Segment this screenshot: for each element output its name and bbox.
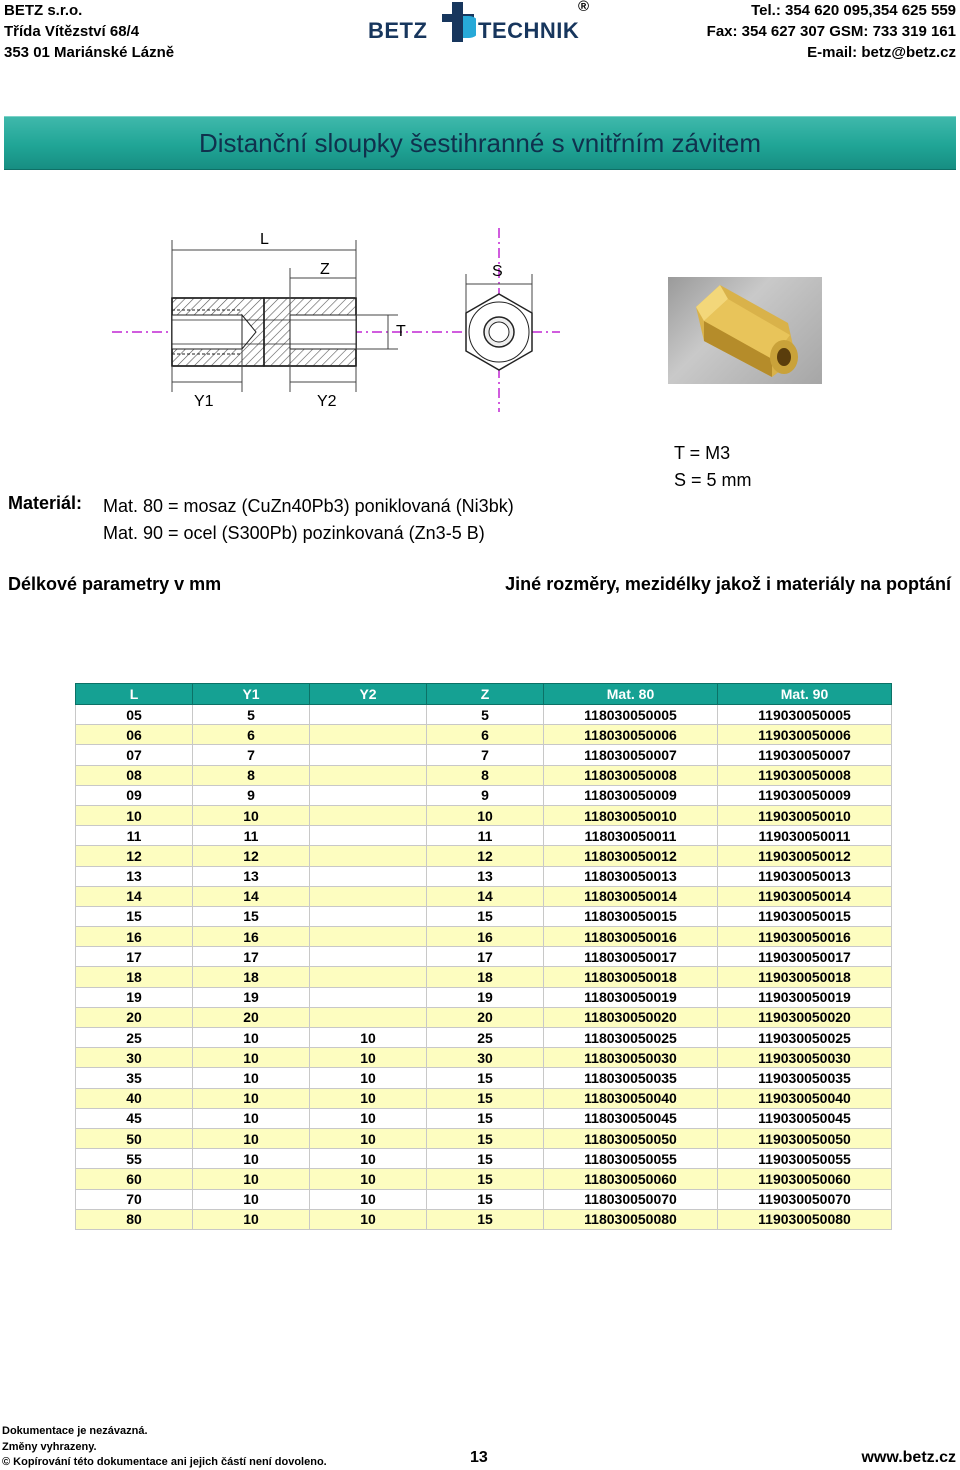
table-row xyxy=(76,785,892,805)
table-cell: 16 xyxy=(193,927,310,947)
table-cell: 119030050015 xyxy=(718,906,892,926)
table-cell: 8 xyxy=(427,765,544,785)
table-cell: 9 xyxy=(427,785,544,805)
company-address xyxy=(4,0,174,63)
footer-website: www.betz.cz xyxy=(861,1449,956,1466)
table-cell xyxy=(310,705,427,725)
table-cell: 19 xyxy=(427,987,544,1007)
table-cell: 119030050014 xyxy=(718,886,892,906)
table-cell: 19 xyxy=(193,987,310,1007)
table-cell: 119030050055 xyxy=(718,1149,892,1169)
parts-table xyxy=(75,683,892,1230)
table-cell: 13 xyxy=(76,866,193,886)
table-cell: 119030050080 xyxy=(718,1209,892,1229)
table-cell: 10 xyxy=(193,1108,310,1128)
table-cell: 118030050019 xyxy=(544,987,718,1007)
table-cell: 118030050055 xyxy=(544,1149,718,1169)
table-cell: 11 xyxy=(427,826,544,846)
contact-phone: Tel.: 354 620 095,354 625 559 xyxy=(751,2,956,19)
table-row xyxy=(76,1128,892,1148)
table-row xyxy=(76,1169,892,1189)
table-cell: 119030050005 xyxy=(718,705,892,725)
table-cell: 10 xyxy=(310,1189,427,1209)
table-cell xyxy=(310,947,427,967)
col-header-mat90: Mat. 90 xyxy=(718,684,892,705)
table-row xyxy=(76,886,892,906)
logo-text-betz: BETZ xyxy=(368,18,428,43)
table-cell: 18 xyxy=(427,967,544,987)
company-name: BETZ s.r.o. xyxy=(4,2,83,19)
footer-line-2: Změny vyhrazeny. xyxy=(2,1440,97,1453)
table-cell: 119030050050 xyxy=(718,1128,892,1148)
table-cell: 13 xyxy=(193,866,310,886)
table-cell: 80 xyxy=(76,1209,193,1229)
table-cell: 15 xyxy=(427,1068,544,1088)
table-row xyxy=(76,987,892,1007)
table-cell: 19 xyxy=(76,987,193,1007)
table-cell: 6 xyxy=(427,725,544,745)
table-cell: 118030050005 xyxy=(544,705,718,725)
table-cell: 119030050019 xyxy=(718,987,892,1007)
table-row xyxy=(76,846,892,866)
table-cell: 5 xyxy=(193,705,310,725)
table-cell: 14 xyxy=(76,886,193,906)
table-cell: 10 xyxy=(193,1169,310,1189)
table-cell: 119030050040 xyxy=(718,1088,892,1108)
table-cell xyxy=(310,866,427,886)
table-cell: 10 xyxy=(193,1128,310,1148)
table-cell: 119030050008 xyxy=(718,765,892,785)
registered-mark: ® xyxy=(578,0,590,15)
table-cell: 14 xyxy=(193,886,310,906)
company-city: 353 01 Mariánské Lázně xyxy=(4,44,175,61)
table-cell: 06 xyxy=(76,725,193,745)
table-cell: 118030050006 xyxy=(544,725,718,745)
table-cell: 118030050016 xyxy=(544,927,718,947)
table-cell: 118030050050 xyxy=(544,1128,718,1148)
table-row xyxy=(76,866,892,886)
table-cell xyxy=(310,846,427,866)
table-cell: 12 xyxy=(76,846,193,866)
table-cell: 118030050030 xyxy=(544,1048,718,1068)
material-description xyxy=(103,493,514,547)
table-cell: 119030050045 xyxy=(718,1108,892,1128)
table-cell: 18 xyxy=(193,967,310,987)
table-cell xyxy=(310,967,427,987)
table-cell: 118030050025 xyxy=(544,1028,718,1048)
table-row xyxy=(76,805,892,825)
table-cell: 118030050018 xyxy=(544,967,718,987)
table-cell: 10 xyxy=(310,1149,427,1169)
table-cell xyxy=(310,927,427,947)
table-cell: 10 xyxy=(310,1128,427,1148)
table-cell: 10 xyxy=(310,1169,427,1189)
table-cell: 17 xyxy=(427,947,544,967)
footer-disclaimer xyxy=(2,1424,327,1470)
table-cell: 13 xyxy=(427,866,544,886)
table-row xyxy=(76,927,892,947)
col-header-Y1: Y1 xyxy=(193,684,310,705)
table-cell: 6 xyxy=(193,725,310,745)
table-row xyxy=(76,1189,892,1209)
table-row xyxy=(76,1068,892,1088)
table-cell: 7 xyxy=(427,745,544,765)
title-banner xyxy=(4,116,956,170)
table-row xyxy=(76,1209,892,1229)
company-street: Třída Vítězství 68/4 xyxy=(4,23,140,40)
col-header-Y2: Y2 xyxy=(310,684,427,705)
table-cell: 10 xyxy=(310,1068,427,1088)
table-cell: 60 xyxy=(76,1169,193,1189)
table-cell: 119030050009 xyxy=(718,785,892,805)
table-cell: 118030050014 xyxy=(544,886,718,906)
table-cell: 35 xyxy=(76,1068,193,1088)
table-cell: 55 xyxy=(76,1149,193,1169)
table-cell: 30 xyxy=(427,1048,544,1068)
table-cell: 10 xyxy=(193,1088,310,1108)
table-cell xyxy=(310,826,427,846)
table-cell: 15 xyxy=(427,1088,544,1108)
table-cell: 17 xyxy=(76,947,193,967)
table-cell: 10 xyxy=(310,1048,427,1068)
footer-line-3: © Kopírování této dokumentace ani jejich částí není dovoleno. xyxy=(2,1456,327,1468)
table-cell: 10 xyxy=(193,1048,310,1068)
table-cell xyxy=(310,725,427,745)
table-cell: 12 xyxy=(427,846,544,866)
table-cell: 118030050015 xyxy=(544,906,718,926)
table-cell: 119030050012 xyxy=(718,846,892,866)
table-cell xyxy=(310,745,427,765)
table-cell: 118030050010 xyxy=(544,805,718,825)
table-cell: 119030050017 xyxy=(718,947,892,967)
hex-size: S = 5 mm xyxy=(674,470,752,490)
footer-line-1: Dokumentace je nezávazná. xyxy=(2,1425,148,1437)
table-cell: 10 xyxy=(310,1028,427,1048)
table-cell: 15 xyxy=(193,906,310,926)
table-cell xyxy=(310,805,427,825)
table-cell: 118030050080 xyxy=(544,1209,718,1229)
table-cell: 30 xyxy=(76,1048,193,1068)
page-number: 13 xyxy=(470,1449,488,1466)
table-cell xyxy=(310,785,427,805)
company-contacts xyxy=(707,0,956,63)
dim-label-Z: Z xyxy=(320,261,330,278)
table-cell: 17 xyxy=(193,947,310,967)
table-body xyxy=(76,705,892,1230)
table-cell: 40 xyxy=(76,1088,193,1108)
table-cell: 16 xyxy=(76,927,193,947)
page-title: Distanční sloupky šestihranné s vnitřním závitem xyxy=(198,127,762,158)
table-cell: 16 xyxy=(427,927,544,947)
contact-fax: Fax: 354 627 307 GSM: 733 319 161 xyxy=(706,23,956,40)
table-cell xyxy=(310,987,427,1007)
thread-spec xyxy=(674,440,752,494)
logo-text-technik: TECHNIK xyxy=(478,18,580,43)
table-cell: 15 xyxy=(427,1149,544,1169)
table-cell: 10 xyxy=(310,1209,427,1229)
contact-email: E-mail: betz@betz.cz xyxy=(807,44,956,61)
table-cell: 20 xyxy=(427,1007,544,1027)
material-line-90: Mat. 90 = ocel (S300Pb) pozinkovaná (Zn3-5 B) xyxy=(103,523,485,543)
table-cell: 118030050011 xyxy=(544,826,718,846)
table-cell: 10 xyxy=(193,1068,310,1088)
table-cell: 15 xyxy=(427,1128,544,1148)
table-cell xyxy=(310,1007,427,1027)
table-cell: 119030050007 xyxy=(718,745,892,765)
table-row xyxy=(76,1108,892,1128)
table-cell: 08 xyxy=(76,765,193,785)
table-cell: 118030050035 xyxy=(544,1068,718,1088)
table-cell: 10 xyxy=(310,1088,427,1108)
standoff-side-view xyxy=(172,298,356,366)
table-cell: 10 xyxy=(193,1209,310,1229)
table-cell: 10 xyxy=(310,1108,427,1128)
hex-end-view xyxy=(466,294,532,370)
table-row xyxy=(76,725,892,745)
table-row xyxy=(76,1088,892,1108)
table-cell: 11 xyxy=(76,826,193,846)
dim-label-Y2: Y2 xyxy=(317,393,337,410)
table-row xyxy=(76,947,892,967)
table-cell: 119030050016 xyxy=(718,927,892,947)
table-cell: 10 xyxy=(76,805,193,825)
dim-label-L: L xyxy=(260,231,269,248)
table-row xyxy=(76,826,892,846)
table-cell: 12 xyxy=(193,846,310,866)
table-cell: 119030050018 xyxy=(718,967,892,987)
table-cell: 50 xyxy=(76,1128,193,1148)
inquiry-note: Jiné rozměry, mezidélky jakož i materiály na poptání xyxy=(505,574,951,594)
table-cell: 118030050008 xyxy=(544,765,718,785)
table-cell: 10 xyxy=(193,1028,310,1048)
table-cell: 10 xyxy=(193,805,310,825)
table-row xyxy=(76,967,892,987)
table-cell: 7 xyxy=(193,745,310,765)
table-cell: 11 xyxy=(193,826,310,846)
table-cell: 25 xyxy=(427,1028,544,1048)
table-cell: 20 xyxy=(193,1007,310,1027)
dim-label-S: S xyxy=(492,263,503,280)
table-row xyxy=(76,705,892,725)
table-row xyxy=(76,1007,892,1027)
col-header-L: L xyxy=(76,684,193,705)
table-cell: 118030050070 xyxy=(544,1189,718,1209)
thread-size: T = M3 xyxy=(674,443,731,463)
table-row xyxy=(76,1149,892,1169)
col-header-Z: Z xyxy=(427,684,544,705)
table-cell: 118030050045 xyxy=(544,1108,718,1128)
table-cell: 119030050030 xyxy=(718,1048,892,1068)
table-cell: 8 xyxy=(193,765,310,785)
table-row xyxy=(76,1028,892,1048)
table-cell: 118030050013 xyxy=(544,866,718,886)
material-line-80: Mat. 80 = mosaz (CuZn40Pb3) poniklovaná (Ni3bk) xyxy=(103,496,514,516)
table-cell: 15 xyxy=(427,1209,544,1229)
table-row xyxy=(76,1048,892,1068)
table-cell: 9 xyxy=(193,785,310,805)
table-cell xyxy=(310,886,427,906)
logo-mark-icon xyxy=(440,2,476,42)
table-cell: 119030050025 xyxy=(718,1028,892,1048)
table-cell: 119030050011 xyxy=(718,826,892,846)
units-note: Délkové parametry v mm xyxy=(8,574,222,594)
table-cell xyxy=(310,906,427,926)
dim-label-Y1: Y1 xyxy=(194,393,214,410)
table-cell: 118030050040 xyxy=(544,1088,718,1108)
table-cell: 118030050012 xyxy=(544,846,718,866)
table-cell: 20 xyxy=(76,1007,193,1027)
table-cell: 15 xyxy=(76,906,193,926)
table-cell xyxy=(310,765,427,785)
table-cell: 119030050013 xyxy=(718,866,892,886)
table-cell: 119030050010 xyxy=(718,805,892,825)
table-cell: 15 xyxy=(427,906,544,926)
table-cell: 10 xyxy=(193,1189,310,1209)
table-cell: 18 xyxy=(76,967,193,987)
table-cell: 10 xyxy=(193,1149,310,1169)
dim-label-T: T xyxy=(396,323,406,340)
table-header-row xyxy=(76,684,892,705)
table-cell: 118030050017 xyxy=(544,947,718,967)
table-row xyxy=(76,765,892,785)
table-cell: 15 xyxy=(427,1169,544,1189)
table-cell: 118030050060 xyxy=(544,1169,718,1189)
table-cell: 10 xyxy=(427,805,544,825)
table-row xyxy=(76,745,892,765)
table-cell: 119030050035 xyxy=(718,1068,892,1088)
table-cell: 119030050020 xyxy=(718,1007,892,1027)
table-cell: 119030050070 xyxy=(718,1189,892,1209)
table-cell: 07 xyxy=(76,745,193,765)
table-cell: 05 xyxy=(76,705,193,725)
table-row xyxy=(76,906,892,926)
table-cell: 5 xyxy=(427,705,544,725)
table-cell: 15 xyxy=(427,1108,544,1128)
product-photo xyxy=(668,277,822,384)
col-header-mat80: Mat. 80 xyxy=(544,684,718,705)
table-cell: 09 xyxy=(76,785,193,805)
table-cell: 118030050007 xyxy=(544,745,718,765)
brass-standoff-image xyxy=(668,277,822,384)
table-cell: 45 xyxy=(76,1108,193,1128)
technical-drawing xyxy=(100,222,570,414)
table-cell: 119030050006 xyxy=(718,725,892,745)
table-cell: 14 xyxy=(427,886,544,906)
table-cell: 15 xyxy=(427,1189,544,1209)
betz-technik-logo xyxy=(366,0,598,46)
table-cell: 70 xyxy=(76,1189,193,1209)
table-cell: 25 xyxy=(76,1028,193,1048)
table-cell: 119030050060 xyxy=(718,1169,892,1189)
table-cell: 118030050009 xyxy=(544,785,718,805)
material-label: Materiál: xyxy=(8,493,83,513)
table-cell: 118030050020 xyxy=(544,1007,718,1027)
